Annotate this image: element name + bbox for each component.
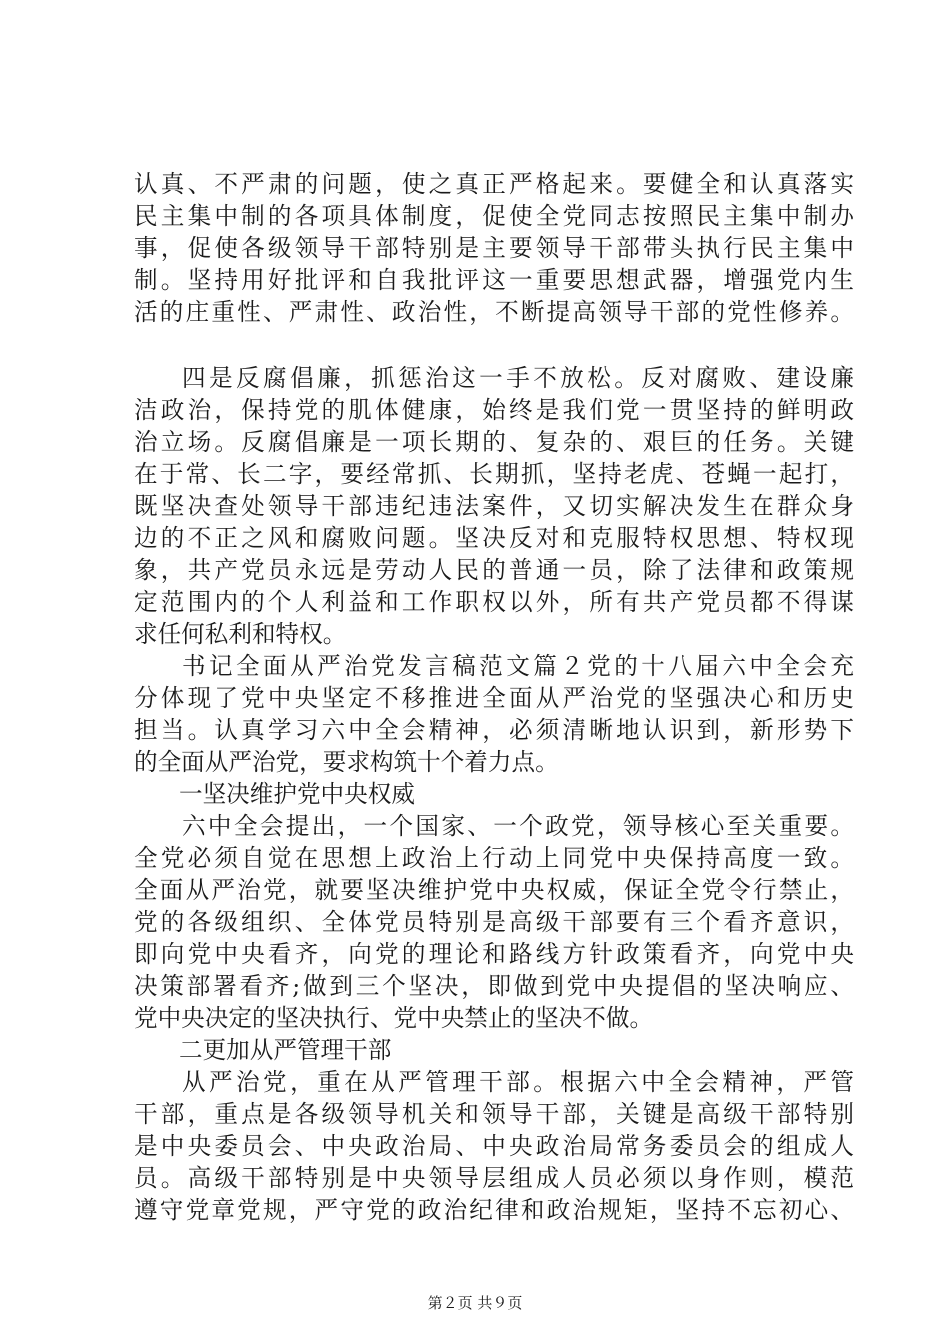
text-line: 即向党中央看齐，向党的理论和路线方针政策看齐，向党中央 <box>134 940 854 968</box>
text-line: 既坚决查处领导干部违纪违法案件，又切实解决发生在群众身 <box>134 492 854 520</box>
text-line: 的全面从严治党，要求构筑十个着力点。 <box>134 748 559 776</box>
text-line: 党中央决定的坚决执行、党中央禁止的坚决不做。 <box>134 1004 654 1032</box>
section-heading: 一坚决维护党中央权威 <box>179 780 415 808</box>
text-line: 分体现了党中央坚定不移推进全面从严治党的坚强决心和历史 <box>134 684 854 712</box>
text-line: 干部，重点是各级领导机关和领导干部，关键是高级干部特别 <box>134 1100 854 1128</box>
text-line: 书记全面从严治党发言稿范文篇２党的十八届六中全会充 <box>182 652 854 680</box>
text-line: 全面从严治党，就要坚决维护党中央权威，保证全党令行禁止， <box>134 876 854 904</box>
text-line: 象，共产党员永远是劳动人民的普通一员，除了法律和政策规 <box>134 556 854 584</box>
text-line: 认真、不严肃的问题，使之真正严格起来。要健全和认真落实 <box>134 170 854 198</box>
section-heading: 二更加从严管理干部 <box>179 1036 392 1064</box>
text-line: 从严治党，重在从严管理干部。根据六中全会精神，严管 <box>182 1068 854 1096</box>
page-footer <box>0 1292 950 1313</box>
text-line: 洁政治，保持党的肌体健康，始终是我们党一贯坚持的鲜明政 <box>134 396 854 424</box>
text-line: 员。高级干部特别是中央领导层组成人员必须以身作则，模范 <box>134 1164 854 1192</box>
text-line: 四是反腐倡廉，抓惩治这一手不放松。反对腐败、建设廉 <box>182 364 854 392</box>
text-line: 在于常、长二字，要经常抓、长期抓，坚持老虎、苍蝇一起打， <box>134 460 854 488</box>
text-line: 六中全会提出，一个国家、一个政党，领导核心至关重要。 <box>182 812 854 840</box>
text-line: 党的各级组织、全体党员特别是高级干部要有三个看齐意识， <box>134 908 854 936</box>
text-line: 求任何私利和特权。 <box>134 620 347 648</box>
text-line: 担当。认真学习六中全会精神，必须清晰地认识到，新形势下 <box>134 716 854 744</box>
text-line: 边的不正之风和腐败问题。坚决反对和克服特权思想、特权现 <box>134 524 854 552</box>
text-line: 民主集中制的各项具体制度，促使全党同志按照民主集中制办 <box>134 202 854 230</box>
text-line: 制。坚持用好批评和自我批评这一重要思想武器，增强党内生 <box>134 266 854 294</box>
text-line: 事，促使各级领导干部特别是主要领导干部带头执行民主集中 <box>134 234 854 262</box>
text-line: 是中央委员会、中央政治局、中央政治局常务委员会的组成人 <box>134 1132 854 1160</box>
text-line: 定范围内的个人利益和工作职权以外，所有共产党员都不得谋 <box>134 588 854 616</box>
text-line: 治立场。反腐倡廉是一项长期的、复杂的、艰巨的任务。关键 <box>134 428 854 456</box>
paragraph-gap <box>134 328 854 362</box>
text-line: 决策部署看齐;做到三个坚决，即做到党中央提倡的坚决响应、 <box>134 972 854 1000</box>
text-line: 活的庄重性、严肃性、政治性，不断提高领导干部的党性修养。 <box>134 298 854 326</box>
document-body <box>134 168 854 1226</box>
page-number-label: 第２页 共９页 <box>427 1294 523 1312</box>
text-line: 全党必须自觉在思想上政治上行动上同党中央保持高度一致。 <box>134 844 854 872</box>
text-line: 遵守党章党规，严守党的政治纪律和政治规矩，坚持不忘初心、 <box>134 1196 854 1224</box>
